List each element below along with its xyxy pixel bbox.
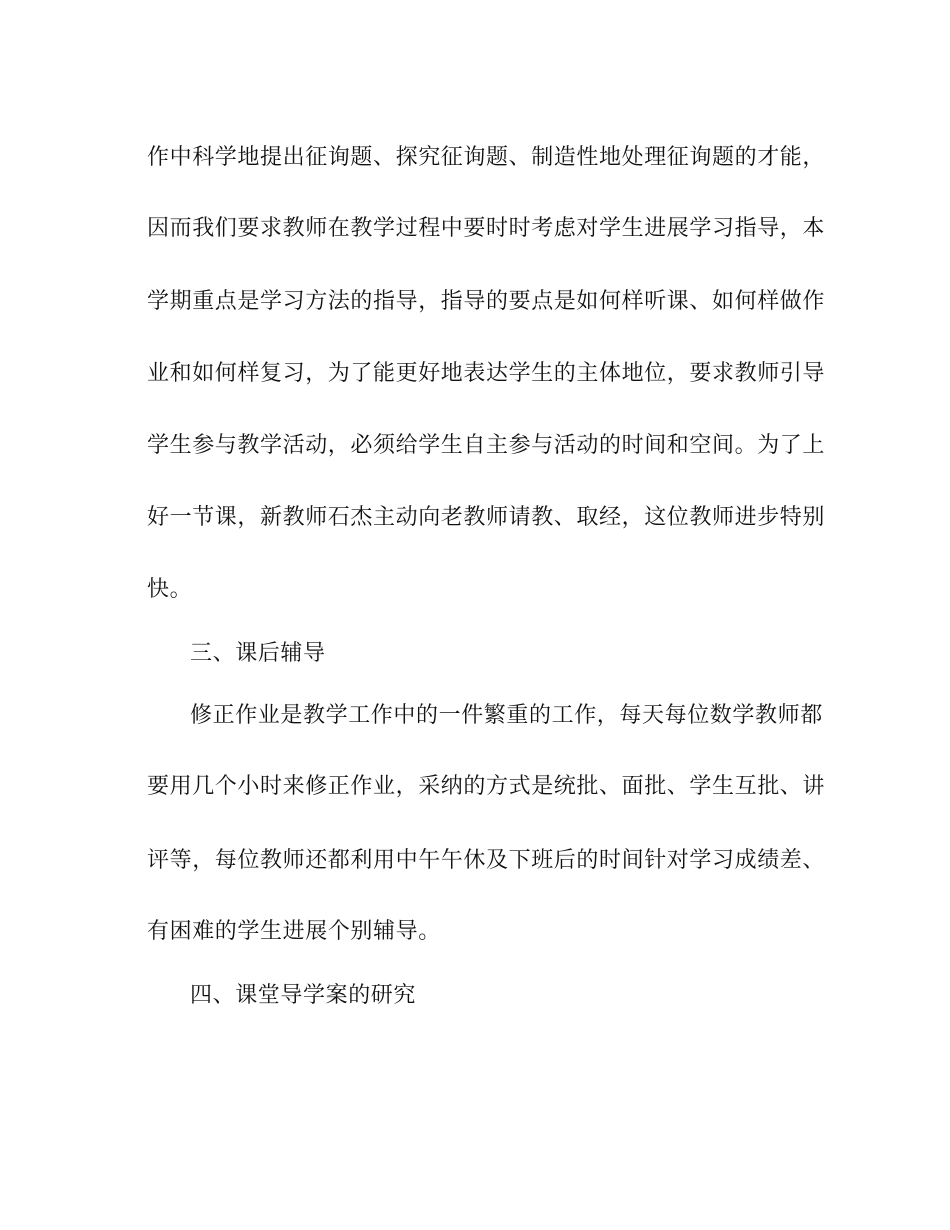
paragraph-line: 因而我们要求教师在教学过程中要时时考虑对学生进展学习指导，本	[147, 216, 826, 241]
paragraph-line: 作中科学地提出征询题、探究征询题、制造性地处理征询题的才能，	[147, 145, 826, 170]
section-heading: 三、课后辅导	[190, 641, 326, 666]
paragraph-line: 快。	[147, 577, 193, 602]
paragraph-line: 学生参与教学活动，必须给学生自主参与活动的时间和空间。为了上	[147, 433, 826, 458]
section-heading: 四、课堂导学案的研究	[190, 983, 417, 1008]
paragraph-line: 评等，每位教师还都利用中午午休及下班后的时间针对学习成绩差、	[147, 848, 826, 873]
paragraph-line: 学期重点是学习方法的指导，指导的要点是如何样听课、如何样做作	[147, 289, 826, 314]
paragraph-line: 业和如何样复习，为了能更好地表达学生的主体地位，要求教师引导	[147, 361, 826, 386]
paragraph-line: 有困难的学生进展个别辅导。	[147, 919, 441, 944]
paragraph-line: 要用几个小时来修正作业，采纳的方式是统批、面批、学生互批、讲	[147, 774, 826, 799]
paragraph-line: 好一节课，新教师石杰主动向老教师请教、取经，这位教师进步特别	[147, 505, 826, 530]
paragraph-line: 修正作业是教学工作中的一件繁重的工作，每天每位数学教师都	[190, 703, 823, 728]
